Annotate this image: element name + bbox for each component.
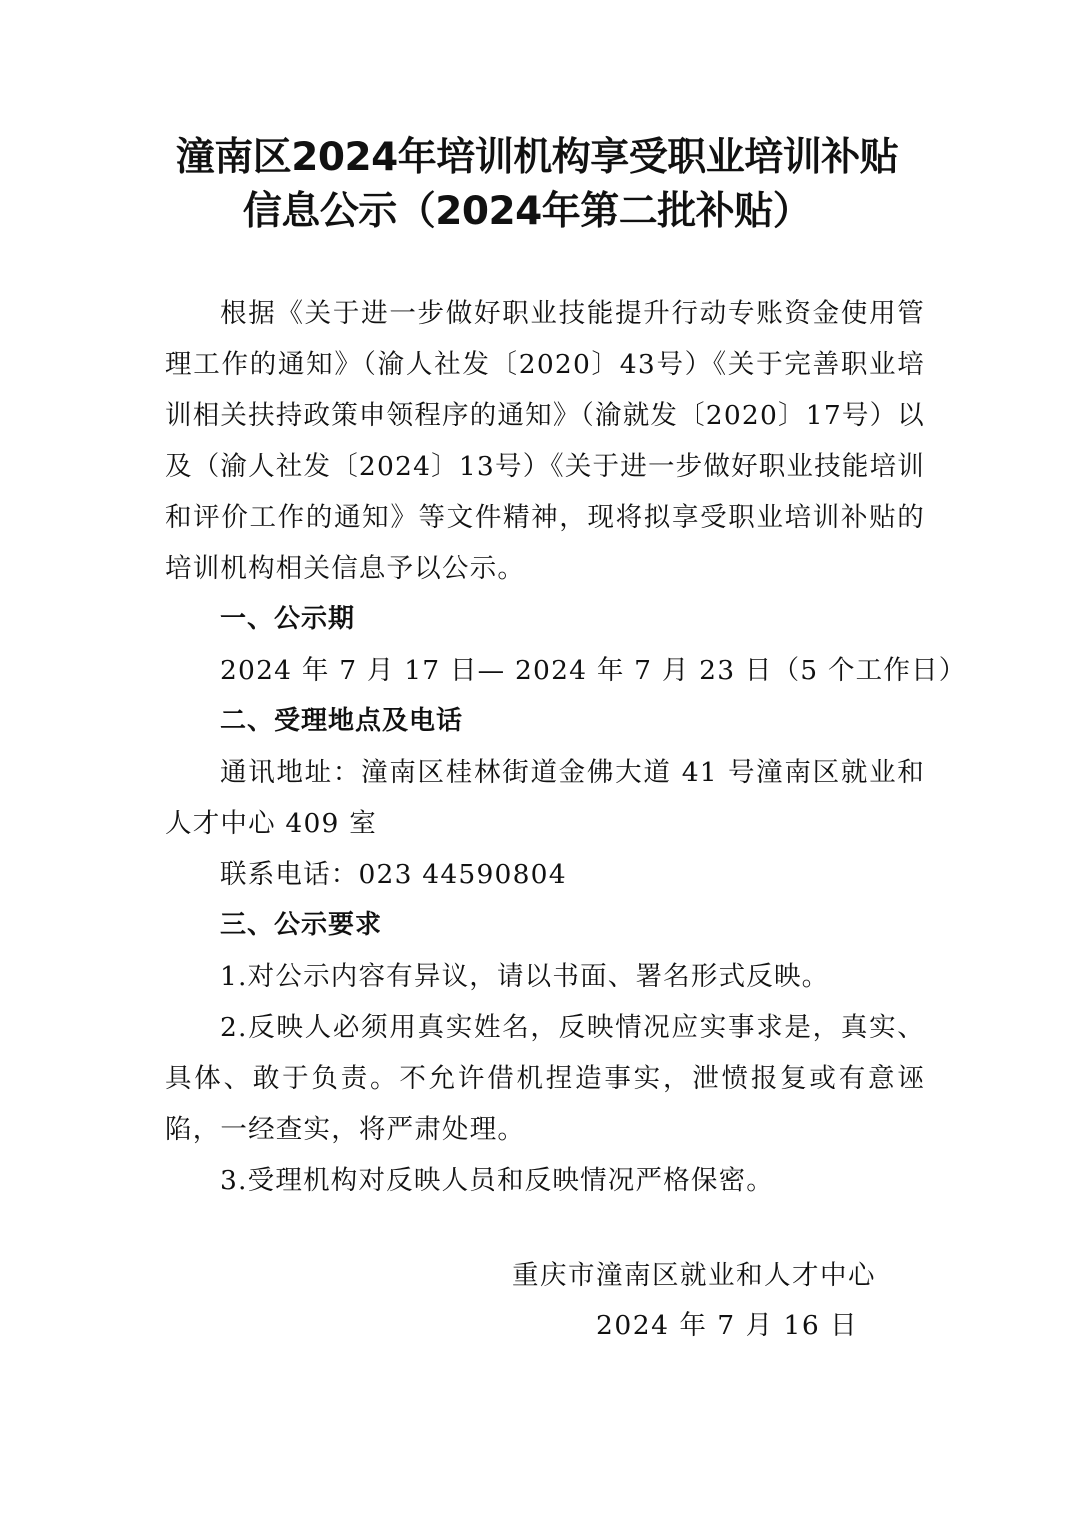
document-title-line-2: 信息公示（2024年第二批补贴） xyxy=(242,189,812,234)
section-heading-requirements: 三、公示要求 xyxy=(220,910,383,940)
requirement-item-1: 1.对公示内容有异议，请以书面、署名形式反映。 xyxy=(220,961,830,992)
document-title-line-1: 潼南区2024年培训机构享受职业培训补贴 xyxy=(175,135,899,180)
intro-paragraph: 根据《关于进一步做好职业技能提升行动专账资金使用管理工作的通知》（渝人社发〔2020〕43号）《关于完善职业培训相关扶持政策申领程序的通知》（渝就发〔2020〕17号）以及（渝人社发〔2024〕13号）《关于进一步做好职业技能培训和评价工作的通知》等文件精神，现将拟享受职业培训补贴的培训机构相关信息予以公示。 xyxy=(165,298,925,584)
section-heading-publicity-period: 一、公示期 xyxy=(220,604,356,634)
publicity-period-text: 2024 年 7 月 17 日— 2024 年 7 月 23 日（5 个工作日） xyxy=(220,655,967,686)
contact-phone: 联系电话：023 44590804 xyxy=(220,859,567,890)
section-heading-contact: 二、受理地点及电话 xyxy=(220,706,464,736)
requirement-item-2: 2.反映人必须用真实姓名，反映情况应实事求是，真实、具体、敢于负责。不允许借机捏造事实，泄愤报复或有意诬陷，一经查实，将严肃处理。 xyxy=(165,1012,925,1145)
contact-address: 通讯地址：潼南区桂林街道金佛大道 41 号潼南区就业和人才中心 409 室 xyxy=(165,757,925,839)
document-body xyxy=(165,288,967,1206)
requirement-item-3: 3.受理机构对反映人员和反映情况严格保密。 xyxy=(220,1165,774,1196)
signature-date: 2024 年 7 月 16 日 xyxy=(596,1310,859,1341)
signature-organization: 重庆市潼南区就业和人才中心 xyxy=(512,1260,876,1291)
